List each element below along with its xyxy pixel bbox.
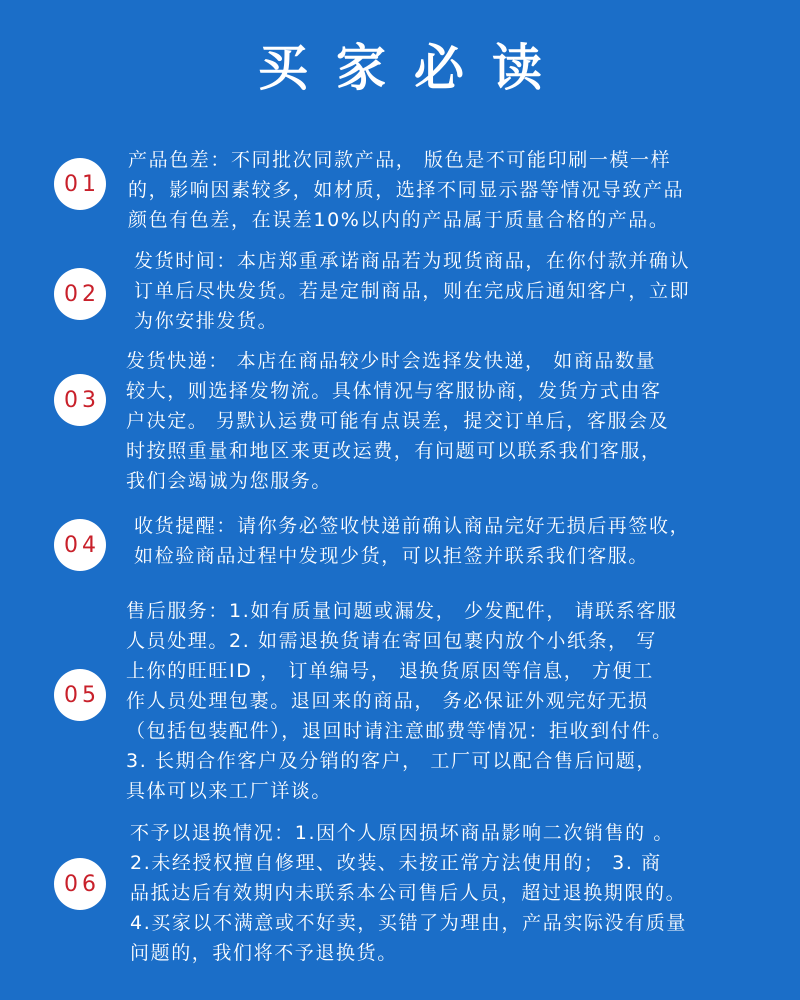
notice-item-5 [0, 596, 800, 806]
notice-text: 收货提醒：请你务必签收快递前确认商品完好无损后再签收， 如检验商品过程中发现少货，可以拒签并联系我们客服。 [134, 515, 691, 567]
notice-item-1 [0, 145, 800, 240]
number-badge: 02 [54, 268, 106, 320]
notice-item-6 [0, 818, 800, 968]
page-title: 买家必读 [258, 38, 570, 97]
number-badge: 06 [54, 858, 106, 910]
number-badge: 04 [54, 519, 106, 571]
notice-text: 发货快递： 本店在商品较少时会选择发快递， 如商品数量 较大，则选择发物流。具体情况与客服协商，发货方式由客 户决定。 另默认运费可能有点误差，提交订单后，客服会及 时按照重量和地区来更改运费，有问题可以联系我们客服， 我们会竭诚为您服务。 [126, 350, 670, 492]
notice-item-2 [0, 246, 800, 341]
notice-text: 发货时间：本店郑重承诺商品若为现货商品，在你付款并确认 订单后尽快发货。若是定制商品，则在完成后通知客户，立即 为你安排发货。 [134, 250, 691, 332]
number-badge: 05 [54, 669, 106, 721]
notice-text: 产品色差：不同批次同款产品， 版色是不可能印刷一模一样 的，影响因素较多，如材质，选择不同显示器等情况导致产品 颜色有色差，在误差10%以内的产品属于质量合格的产品。 [128, 149, 685, 231]
notice-item-4 [0, 511, 800, 576]
number-badge: 03 [54, 374, 106, 426]
notice-item-3 [0, 346, 800, 496]
number-badge: 01 [54, 158, 106, 210]
notice-text: 不予以退换情况：1.因个人原因损坏商品影响二次销售的 。 2.未经授权擅自修理、改装、未按正常方法使用的； 3. 商 品抵达后有效期内未联系本公司售后人员，超过退换期限的。 4.买家以不满意或不好卖，买错了为理由，产品实际没有质量 问题的，我们将不予退换货。 [130, 822, 687, 964]
notice-text: 售后服务：1.如有质量问题或漏发， 少发配件， 请联系客服 人员处理。2. 如需退换货请在寄回包裹内放个小纸条， 写 上你的旺旺ID ， 订单编号， 退换货原因等信息， 方便工 作人员处理包裹。退回来的商品， 务必保证外观完好无损 （包括包装配件），退回时请注意邮费等情况：拒收到付件。 3. 长期合作客户及分销的客户， 工厂可以配合售后问题， 具体可以来工厂详谈。 [126, 600, 678, 802]
